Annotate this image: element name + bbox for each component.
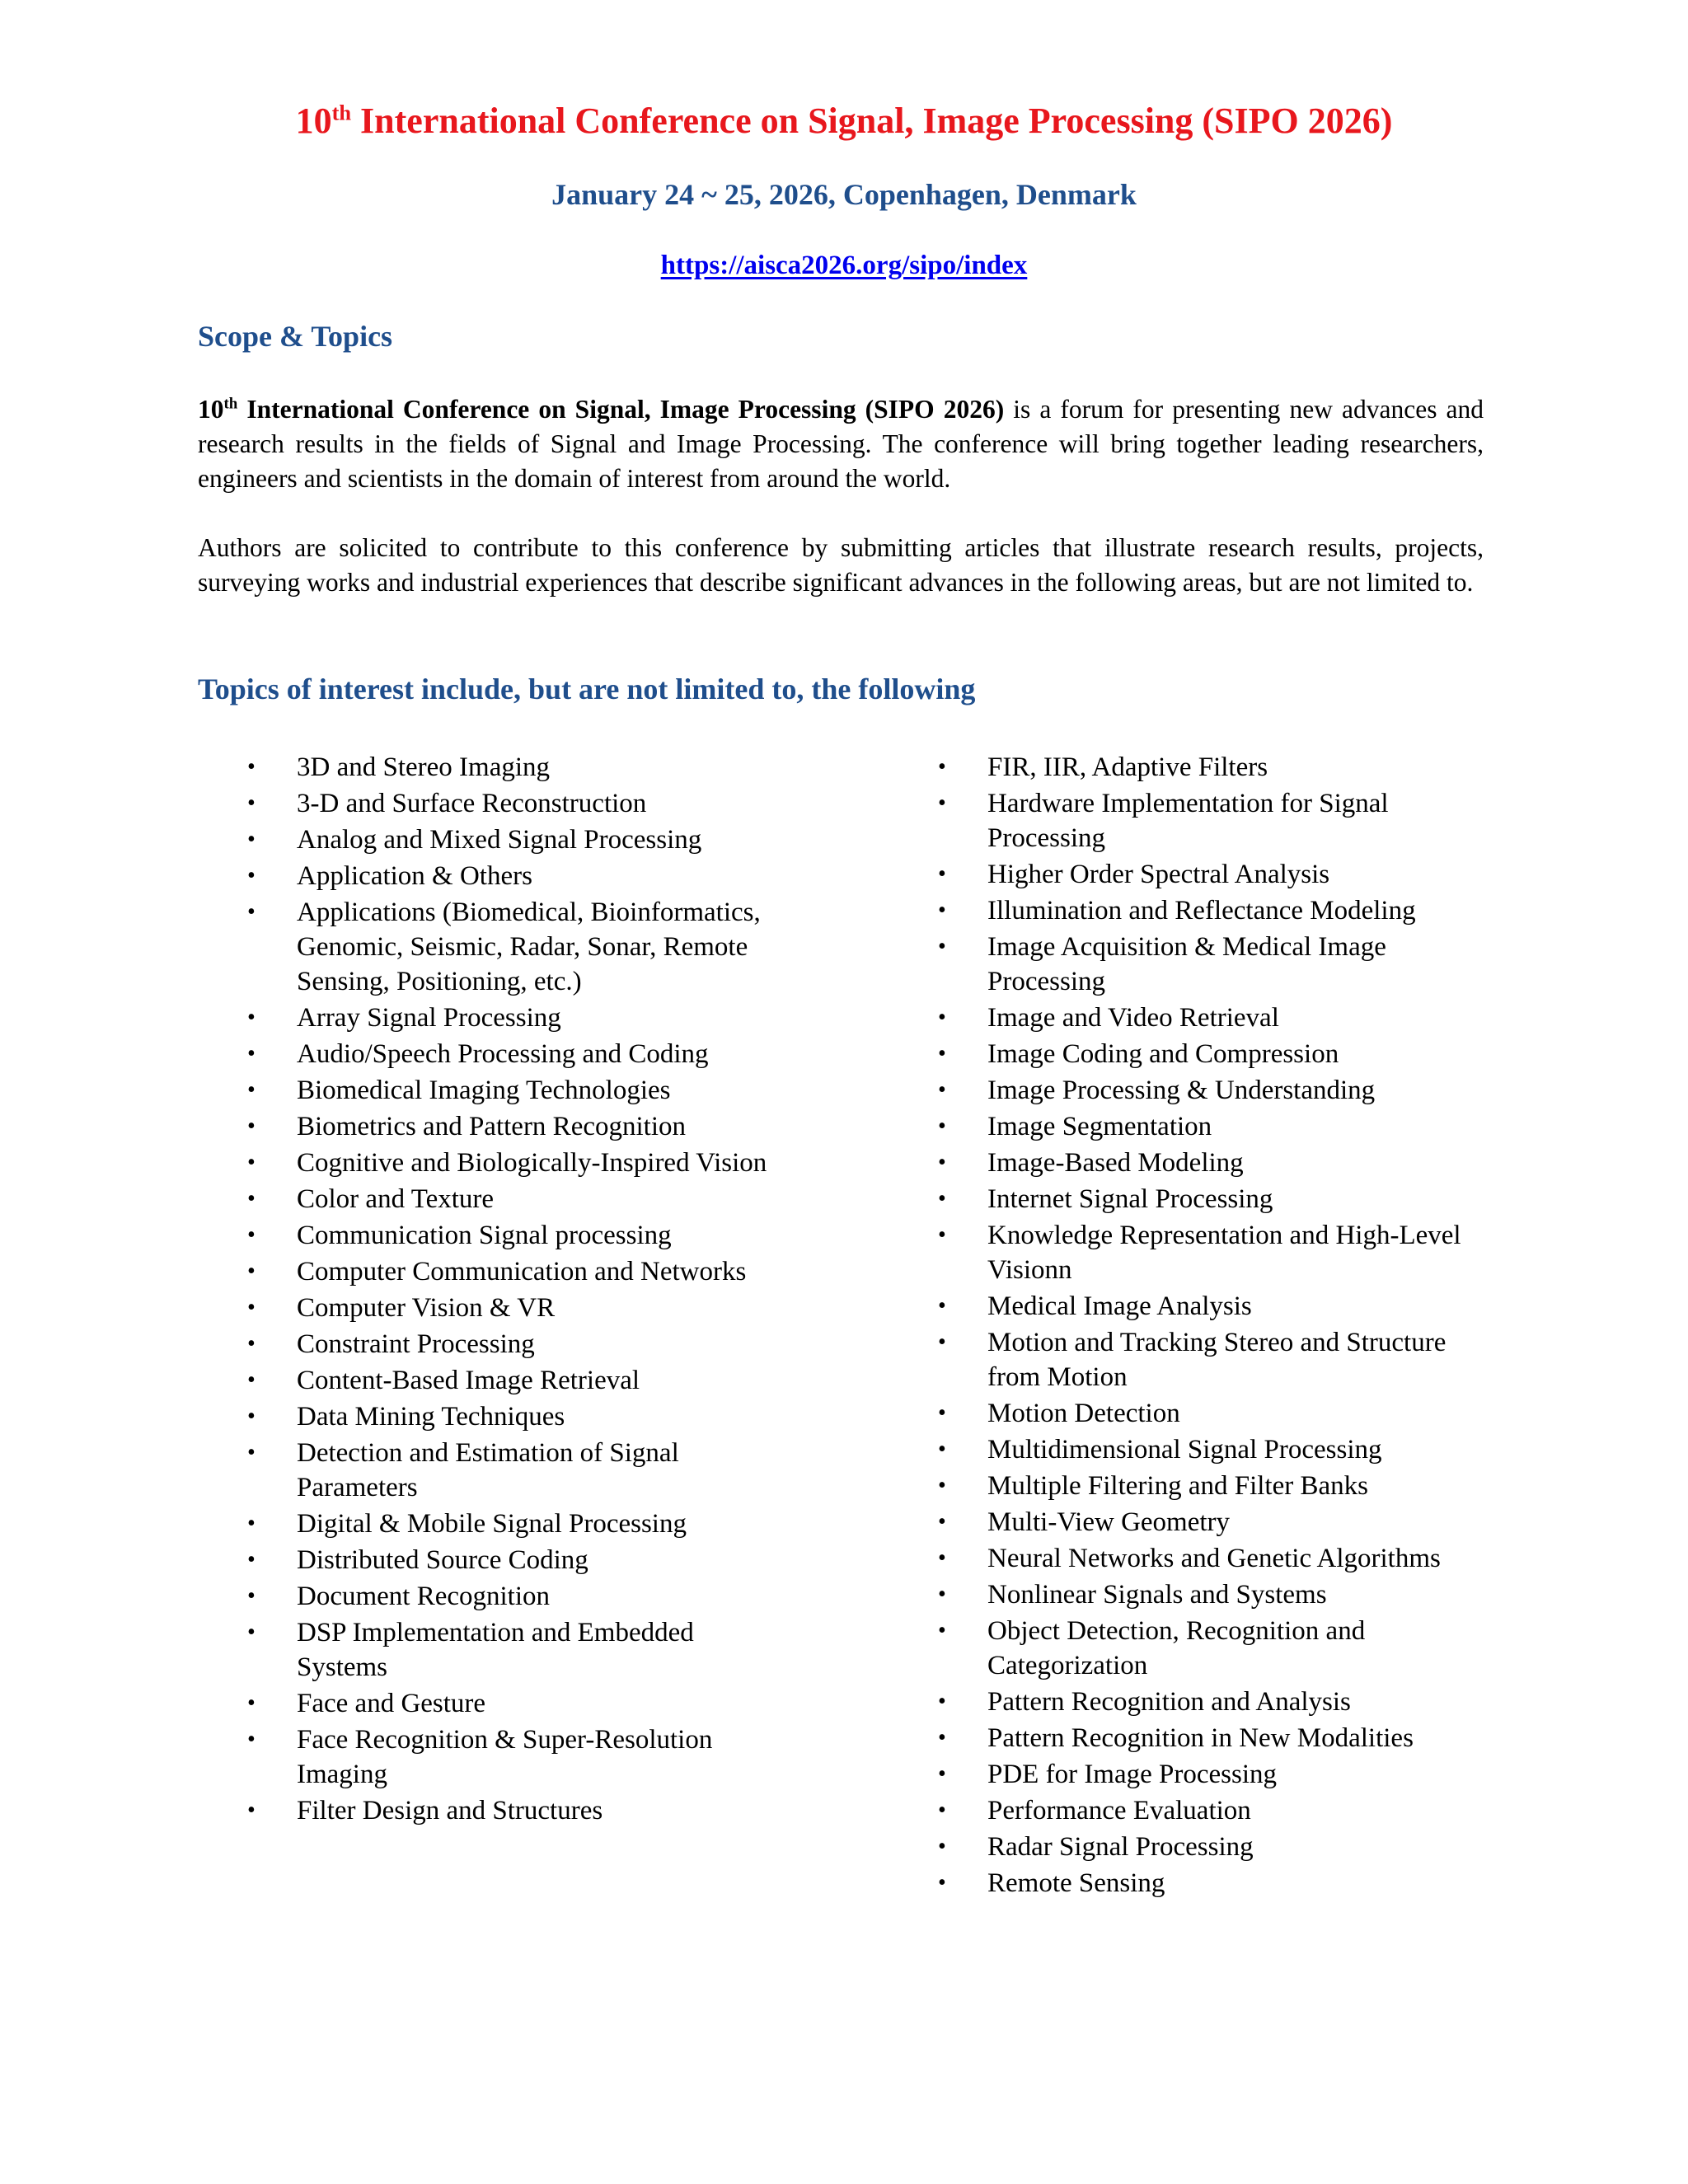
topic-label: Image and Video Retrieval: [987, 1003, 1279, 1033]
bullet-dot-icon: •: [247, 754, 256, 780]
topic-list-item: [247, 1507, 791, 1541]
bullet-dot-icon: •: [247, 1797, 256, 1823]
scope-intro-paragraph: [198, 392, 1484, 496]
topic-list-item: [247, 1722, 791, 1792]
bullet-dot-icon: •: [247, 1440, 256, 1465]
bullet-dot-icon: •: [938, 1005, 946, 1030]
topic-label: Motion Detection: [987, 1399, 1180, 1428]
bullet-dot-icon: •: [938, 1689, 946, 1714]
scope-heading: Scope & Topics: [198, 320, 393, 353]
topic-label: Hardware Implementation for Signal Processing: [987, 789, 1389, 853]
topic-label: 3D and Stereo Imaging: [297, 752, 551, 782]
bullet-dot-icon: •: [938, 1797, 946, 1823]
intro-number: 10: [198, 395, 224, 424]
bullet-dot-icon: •: [938, 1509, 946, 1535]
topic-label: Multidimensional Signal Processing: [987, 1435, 1382, 1465]
topic-label: Applications (Biomedical, Bioinformatics, Genomic, Seismic, Radar, Sonar, Remote Sensing, Positioning, etc.): [297, 898, 761, 996]
topic-list-item: [247, 1579, 791, 1614]
bullet-dot-icon: •: [938, 1834, 946, 1859]
topic-list-item: [247, 1399, 791, 1434]
conference-title: [0, 97, 1688, 145]
topic-label: Image Segmentation: [987, 1112, 1212, 1141]
bullet-dot-icon: •: [938, 1041, 946, 1066]
bullet-dot-icon: •: [247, 1222, 256, 1248]
topic-list-item: [247, 1254, 791, 1289]
title-ordinal-suffix: th: [331, 100, 352, 125]
topic-list-item: [938, 1109, 1482, 1144]
bullet-dot-icon: •: [247, 863, 256, 888]
topic-list-item: [247, 750, 791, 785]
authors-paragraph: Authors are solicited to contribute to this conference by submitting articles that illustrate research results, projects, surveying works and industrial experiences that describe significant advances in the following areas, but are not limited to.: [198, 533, 1484, 597]
bullet-dot-icon: •: [247, 1547, 256, 1572]
bullet-dot-icon: •: [247, 1619, 256, 1645]
bullet-dot-icon: •: [938, 1113, 946, 1139]
topic-label: Biometrics and Pattern Recognition: [297, 1112, 686, 1141]
topic-label: Pattern Recognition and Analysis: [987, 1687, 1351, 1717]
topic-label: Radar Signal Processing: [987, 1832, 1254, 1862]
bullet-dot-icon: •: [247, 790, 256, 816]
topic-label: Filter Design and Structures: [297, 1796, 603, 1825]
intro-body-text: is a forum for presenting new advances and research results in the fields of Signal and Image Processing. The conference will bring together leading researchers, engineers and scientists in the domain of interest from around the world.: [198, 395, 1484, 493]
bullet-dot-icon: •: [938, 754, 946, 780]
topic-label: Content-Based Image Retrieval: [297, 1366, 640, 1395]
topic-list-item: [938, 1866, 1482, 1900]
topic-label: Multi-View Geometry: [987, 1507, 1231, 1537]
topic-list-item: [938, 1073, 1482, 1108]
bullet-dot-icon: •: [938, 1436, 946, 1462]
intro-conference-name: [198, 395, 1004, 424]
topic-label: Data Mining Techniques: [297, 1402, 565, 1432]
conference-url[interactable]: [0, 247, 1688, 284]
topic-list-item: [247, 1073, 791, 1108]
bullet-dot-icon: •: [938, 861, 946, 887]
topic-label: Audio/Speech Processing and Coding: [297, 1039, 709, 1069]
bullet-dot-icon: •: [938, 1545, 946, 1571]
topic-label: FIR, IIR, Adaptive Filters: [987, 752, 1268, 782]
bullet-dot-icon: •: [247, 1150, 256, 1175]
topic-label: Computer Vision & VR: [297, 1293, 556, 1323]
topic-label: Array Signal Processing: [297, 1003, 561, 1033]
topic-list-item: [247, 1218, 791, 1253]
topic-label: Constraint Processing: [297, 1329, 535, 1359]
topic-label: Computer Communication and Networks: [297, 1257, 747, 1286]
topic-list-item: [247, 1146, 791, 1180]
topic-list-item: [938, 1396, 1482, 1431]
bullet-dot-icon: •: [938, 1870, 946, 1896]
bullet-dot-icon: •: [938, 1473, 946, 1498]
topic-list-item: [247, 895, 791, 999]
topic-label: Image-Based Modeling: [987, 1148, 1244, 1178]
topic-list-item: [938, 1685, 1482, 1719]
bullet-dot-icon: •: [938, 1293, 946, 1319]
topic-label: Higher Order Spectral Analysis: [987, 860, 1330, 889]
bullet-dot-icon: •: [938, 1582, 946, 1607]
topic-list-item: [938, 1721, 1482, 1755]
bullet-dot-icon: •: [938, 1077, 946, 1103]
bullet-dot-icon: •: [938, 790, 946, 816]
topic-list-item: [247, 1291, 791, 1325]
topic-label: DSP Implementation and Embedded Systems: [297, 1618, 694, 1682]
topic-list-item: [938, 1830, 1482, 1864]
bullet-dot-icon: •: [247, 1258, 256, 1284]
topic-label: Internet Signal Processing: [987, 1184, 1273, 1214]
topics-heading: Topics of interest include, but are not limited to, the following: [198, 673, 976, 705]
bullet-dot-icon: •: [247, 899, 256, 925]
topic-list-item: [938, 1325, 1482, 1394]
topic-label: Remote Sensing: [987, 1868, 1165, 1898]
topic-label: Face Recognition & Super-Resolution Imaging: [297, 1725, 713, 1789]
topic-label: Biomedical Imaging Technologies: [297, 1076, 671, 1105]
topic-list-item: [938, 1289, 1482, 1324]
topic-list-item: [938, 1001, 1482, 1035]
topic-list-item: [247, 823, 791, 857]
topic-list-item: [247, 1686, 791, 1721]
topic-label: 3-D and Surface Reconstruction: [297, 789, 647, 818]
intro-name-text: International Conference on Signal, Image Processing (SIPO 2026): [237, 395, 1005, 424]
topic-label: Color and Texture: [297, 1184, 495, 1214]
bullet-dot-icon: •: [938, 898, 946, 923]
topic-label: Cognitive and Biologically-Inspired Vision: [297, 1148, 767, 1178]
bullet-dot-icon: •: [938, 1150, 946, 1175]
topic-list-item: [938, 1218, 1482, 1287]
topic-list-item: [247, 1327, 791, 1361]
bullet-dot-icon: •: [938, 1222, 946, 1248]
topic-list-item: [938, 1469, 1482, 1503]
topic-label: Illumination and Reflectance Modeling: [987, 896, 1416, 926]
bullet-dot-icon: •: [938, 1725, 946, 1750]
bullet-dot-icon: •: [247, 1077, 256, 1103]
title-text: International Conference on Signal, Image Processing (SIPO 2026): [351, 101, 1393, 141]
bullet-dot-icon: •: [247, 1186, 256, 1212]
bullet-dot-icon: •: [938, 1329, 946, 1355]
topic-list-item: [938, 1541, 1482, 1576]
topics-list-left: [247, 750, 791, 1830]
topic-label: Image Processing & Understanding: [987, 1076, 1376, 1105]
topic-label: Digital & Mobile Signal Processing: [297, 1509, 687, 1539]
topic-label: Nonlinear Signals and Systems: [987, 1580, 1327, 1610]
topic-list-item: [938, 930, 1482, 999]
topics-list-right: [938, 750, 1482, 1902]
conference-link[interactable]: https://aisca2026.org/sipo/index: [660, 251, 1028, 280]
topic-label: Pattern Recognition in New Modalities: [987, 1723, 1414, 1753]
topic-list-item: [938, 786, 1482, 855]
topic-list-item: [938, 893, 1482, 928]
topic-list-item: [247, 859, 791, 893]
topic-list-item: [247, 1001, 791, 1035]
topic-list-item: [938, 1505, 1482, 1540]
topic-label: Neural Networks and Genetic Algorithms: [987, 1544, 1441, 1573]
topic-list-item: [247, 1037, 791, 1071]
topic-list-item: [247, 1543, 791, 1577]
topic-list-item: [938, 857, 1482, 892]
topic-list-item: [247, 1615, 791, 1685]
bullet-dot-icon: •: [247, 1113, 256, 1139]
topic-label: Distributed Source Coding: [297, 1545, 588, 1575]
topic-label: Performance Evaluation: [987, 1796, 1251, 1825]
topic-list-item: [247, 1793, 791, 1828]
bullet-dot-icon: •: [938, 1186, 946, 1212]
topic-label: Image Coding and Compression: [987, 1039, 1339, 1069]
topic-label: Multiple Filtering and Filter Banks: [987, 1471, 1368, 1501]
bullet-dot-icon: •: [247, 1041, 256, 1066]
bullet-dot-icon: •: [938, 1400, 946, 1426]
topic-list-item: [247, 1182, 791, 1216]
topic-label: Motion and Tracking Stereo and Structure from Motion: [987, 1328, 1447, 1392]
topic-list-item: [938, 1793, 1482, 1828]
topic-label: Image Acquisition & Medical Image Processing: [987, 932, 1386, 996]
intro-ordinal-suffix: th: [223, 395, 238, 413]
topic-list-item: [247, 1363, 791, 1398]
topic-list-item: [938, 1146, 1482, 1180]
bullet-dot-icon: •: [247, 1331, 256, 1357]
topic-label: Knowledge Representation and High-Level Visionn: [987, 1221, 1461, 1285]
bullet-dot-icon: •: [247, 1690, 256, 1716]
topic-list-item: [247, 1436, 791, 1505]
bullet-dot-icon: •: [247, 1005, 256, 1030]
topic-label: Face and Gesture: [297, 1689, 486, 1718]
topic-label: PDE for Image Processing: [987, 1760, 1278, 1789]
title-number: 10: [295, 101, 332, 141]
bullet-dot-icon: •: [247, 1367, 256, 1393]
topic-label: Object Detection, Recognition and Categorization: [987, 1616, 1366, 1680]
topic-list-item: [938, 1432, 1482, 1467]
bullet-dot-icon: •: [938, 1618, 946, 1643]
topic-list-item: [938, 1037, 1482, 1071]
topic-list-item: [938, 750, 1482, 785]
topic-list-item: [938, 1757, 1482, 1792]
topic-list-item: [938, 1182, 1482, 1216]
bullet-dot-icon: •: [247, 1583, 256, 1609]
bullet-dot-icon: •: [247, 1727, 256, 1752]
topic-label: Document Recognition: [297, 1582, 551, 1611]
bullet-dot-icon: •: [247, 1511, 256, 1536]
topic-label: Analog and Mixed Signal Processing: [297, 825, 702, 855]
topic-label: Medical Image Analysis: [987, 1291, 1252, 1321]
bullet-dot-icon: •: [247, 1295, 256, 1320]
topic-list-item: [247, 1109, 791, 1144]
topic-list-item: [938, 1577, 1482, 1612]
conference-dateline: January 24 ~ 25, 2026, Copenhagen, Denmark: [551, 178, 1137, 211]
topic-list-item: [938, 1614, 1482, 1683]
topic-label: Application & Others: [297, 861, 532, 891]
bullet-dot-icon: •: [247, 827, 256, 852]
topic-label: Communication Signal processing: [297, 1221, 672, 1250]
topic-list-item: [247, 786, 791, 821]
bullet-dot-icon: •: [247, 1404, 256, 1429]
topic-label: Detection and Estimation of Signal Parameters: [297, 1438, 679, 1502]
bullet-dot-icon: •: [938, 1761, 946, 1787]
bullet-dot-icon: •: [938, 934, 946, 959]
